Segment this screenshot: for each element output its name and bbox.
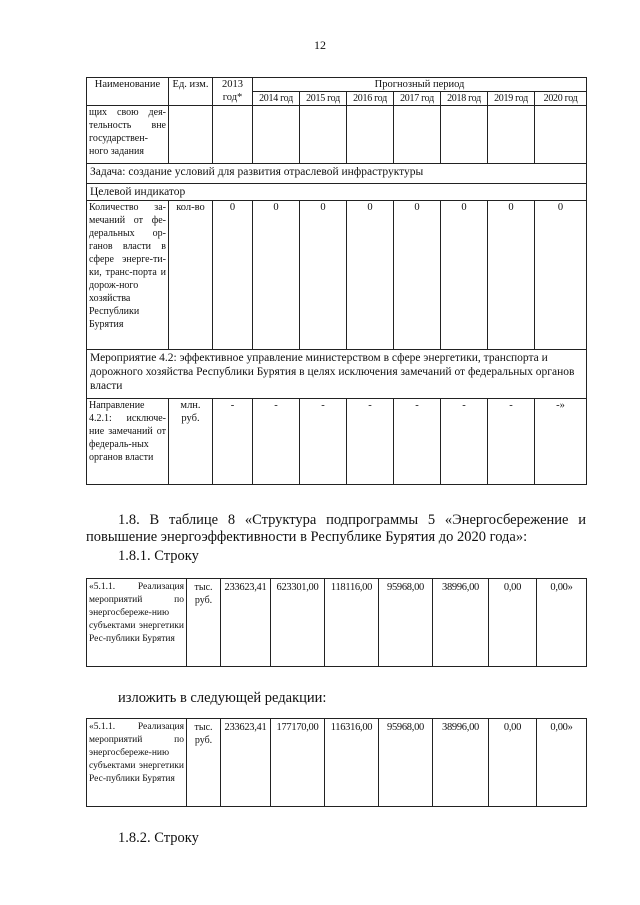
table-row <box>87 201 587 350</box>
table-row <box>87 719 587 807</box>
table-row <box>87 579 587 667</box>
indicators-table <box>86 77 587 485</box>
header-base-year: 2013 год* <box>213 78 253 106</box>
value-cell: 118116,00 <box>325 579 379 667</box>
value-cell: 0,00» <box>537 579 587 667</box>
direction-unit: млн. руб. <box>169 399 213 485</box>
value-cell: 177170,00 <box>271 719 325 807</box>
value-cell: - <box>394 399 441 485</box>
value-cell: 0 <box>213 201 253 350</box>
value-cell: - <box>253 399 300 485</box>
old-row-table <box>86 578 587 667</box>
header-year: 2020 год <box>535 92 587 106</box>
value-cell: - <box>213 399 253 485</box>
paragraph-1-8-2: 1.8.2. Строку <box>118 830 199 846</box>
value-cell: 623301,00 <box>271 579 325 667</box>
value-cell: 0 <box>488 201 535 350</box>
target-indicator-row: Целевой индикатор <box>87 184 587 201</box>
value-cell: -» <box>535 399 587 485</box>
header-year: 2018 год <box>441 92 488 106</box>
task-row: Задача: создание условий для развития отраслевой инфраструктуры <box>87 164 587 184</box>
value-cell: 233623,41 <box>221 719 271 807</box>
value-cell: 0,00 <box>489 719 537 807</box>
header-year: 2015 год <box>300 92 347 106</box>
paragraph-1-8: 1.8. В таблице 8 «Структура подпрограммы 5 «Энергосбережение и повышение энергоэффективности в Республике Бурятия до 2020 года»: <box>86 512 586 545</box>
paragraph-edit: изложить в следующей редакции: <box>118 690 327 706</box>
header-year: 2019 год <box>488 92 535 106</box>
value-cell: 95968,00 <box>379 579 433 667</box>
header-forecast: Прогнозный период <box>253 78 587 92</box>
value-cell: 38996,00 <box>433 579 489 667</box>
new-row-table <box>86 718 587 807</box>
header-year: 2017 год <box>394 92 441 106</box>
header-year: 2014 год <box>253 92 300 106</box>
value-cell: 116316,00 <box>325 719 379 807</box>
value-cell: 0,00 <box>489 579 537 667</box>
header-name: Наименование <box>87 78 169 106</box>
row-name: щих свою дея-тельность вне государствен-ного задания <box>87 106 169 164</box>
indicator-unit: кол-во <box>169 201 213 350</box>
value-cell: 0 <box>253 201 300 350</box>
measure-row: Мероприятие 4.2: эффективное управление министерством в сфере энергетики, транспорта и дорожного хозяйства Республики Бурятия в целях исключения замечаний от федеральных органов власти <box>87 350 587 399</box>
header-unit: Ед. изм. <box>169 78 213 106</box>
value-cell: - <box>441 399 488 485</box>
value-cell: 0 <box>394 201 441 350</box>
value-cell: 233623,41 <box>221 579 271 667</box>
value-cell: 0,00» <box>537 719 587 807</box>
row-unit: тыс. руб. <box>187 579 221 667</box>
table-row <box>87 106 587 164</box>
value-cell: 95968,00 <box>379 719 433 807</box>
value-cell: 0 <box>347 201 394 350</box>
direction-name: Направление 4.2.1: исключе-ние замечаний от федераль-ных органов власти <box>87 399 169 485</box>
value-cell: 0 <box>441 201 488 350</box>
page-number: 12 <box>314 38 326 52</box>
value-cell: 0 <box>300 201 347 350</box>
indicator-name: Количество за-мечаний от фе-деральных ор-ганов власти в сфере энерге-ти-ки, транс-порта и дорож-ного хозяйства Республики Бурятия <box>87 201 169 350</box>
value-cell: - <box>347 399 394 485</box>
paragraph-1-8-1: 1.8.1. Строку <box>118 548 199 564</box>
table-row <box>87 399 587 485</box>
row-unit: тыс. руб. <box>187 719 221 807</box>
value-cell: 0 <box>535 201 587 350</box>
value-cell: - <box>488 399 535 485</box>
row-name: «5.1.1. Реализация мероприятий по энергосбереже-нию субъектами энергетики Рес-публики Бурятия <box>87 719 187 807</box>
value-cell: - <box>300 399 347 485</box>
value-cell: 38996,00 <box>433 719 489 807</box>
row-name: «5.1.1. Реализация мероприятий по энергосбереже-нию субъектами энергетики Рес-публики Бурятия <box>87 579 187 667</box>
header-year: 2016 год <box>347 92 394 106</box>
